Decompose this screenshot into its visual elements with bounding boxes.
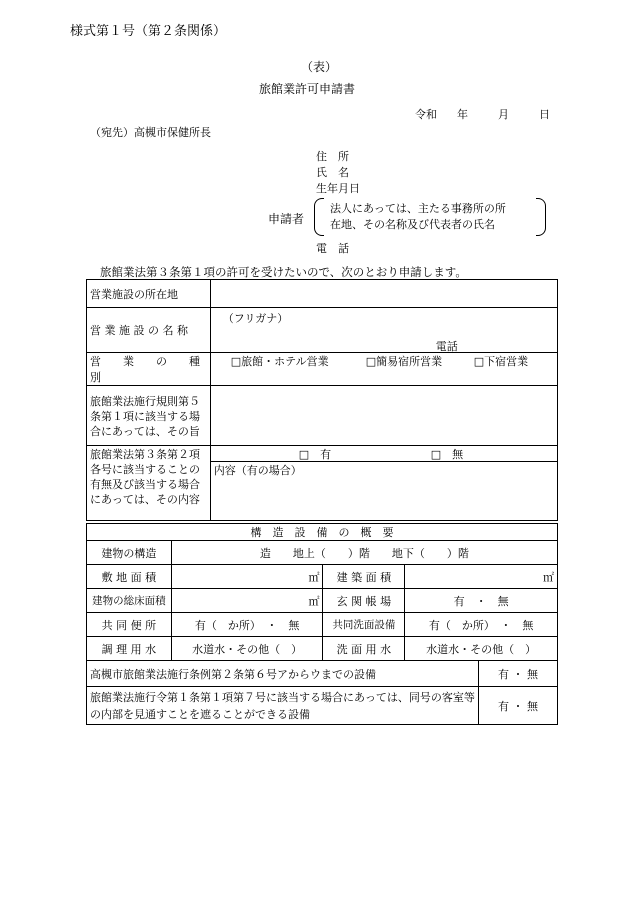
date-year: 年 (457, 108, 468, 121)
building-structure-label: 建物の構造 (87, 541, 172, 565)
building-area-field[interactable] (405, 565, 558, 589)
type-option-ryokan-hotel[interactable]: □旅館・ホテル営業 (230, 355, 329, 368)
business-type-field (210, 353, 557, 386)
shared-washroom-label: 共同洗面設備 (323, 613, 405, 637)
furigana-label: （フリガナ） (222, 312, 289, 325)
structure-table (86, 523, 558, 725)
document-title: 旅館業許可申請書 (259, 82, 356, 96)
table-row (87, 613, 558, 637)
building-area-label: 建 築 面 積 (323, 565, 405, 589)
date-month: 月 (498, 108, 509, 121)
table-row (87, 280, 558, 308)
corporate-note-line1: 法人にあっては、主たる事務所の所 (330, 202, 506, 215)
application-table (86, 279, 558, 521)
side-label: （表） (301, 60, 338, 74)
article3-label: 旅館業法第３条第２項各号に該当することの有無及び該当する場合にあっては、その内容 (87, 446, 211, 521)
washing-water-label: 洗 面 用 水 (323, 637, 405, 661)
enforcement-rule-field[interactable] (210, 386, 557, 446)
screening-equipment-label: 旅館業法施行令第１条第１項第７号に該当する場合にあっては、同号の客室等の内部を見通すことを遮ることができる設備 (87, 687, 479, 725)
ordinance-equipment-field[interactable]: 有 ・ 無 (479, 661, 558, 687)
site-area-field[interactable] (171, 565, 323, 589)
shared-toilet-label: 共 同 便 所 (87, 613, 172, 637)
facility-location-field[interactable] (210, 280, 557, 308)
article3-no-checkbox[interactable]: □ 無 (430, 448, 464, 461)
cooking-water-label: 調 理 用 水 (87, 637, 172, 661)
applicant-birth-label: 生年月日 (316, 182, 360, 195)
shared-washroom-field[interactable]: 有（ か所） ・ 無 (405, 613, 558, 637)
building-area-unit: ㎡ (543, 570, 554, 584)
table-row (87, 541, 558, 565)
business-type-label: 営 業 の 種 別 (87, 353, 211, 386)
facility-location-label: 営業施設の所在地 (87, 280, 211, 308)
article3-content-label: 内容（有の場合） (213, 464, 302, 477)
table-row (87, 446, 558, 462)
table-row (87, 687, 558, 725)
total-floor-area-unit: ㎡ (308, 594, 320, 608)
date-line (415, 106, 550, 122)
right-bracket (536, 198, 546, 236)
shared-toilet-field[interactable]: 有（ か所） ・ 無 (171, 613, 323, 637)
article3-yes-checkbox[interactable]: □ 有 (298, 448, 332, 461)
article3-content-field[interactable] (210, 462, 557, 521)
total-floor-area-label: 建物の総床面積 (87, 589, 172, 613)
addressee: （宛先）高槻市保健所長 (90, 126, 211, 139)
date-day: 日 (539, 108, 550, 121)
facility-name-field[interactable] (210, 308, 557, 353)
applicant-name-label: 氏 名 (316, 166, 349, 179)
applicant-address-label: 住 所 (316, 150, 349, 163)
entrance-desk-label: 玄 関 帳 場 (323, 589, 405, 613)
left-bracket (314, 198, 324, 236)
site-area-label: 敷 地 面 積 (87, 565, 172, 589)
table-row (87, 524, 558, 541)
site-area-unit: ㎡ (308, 570, 320, 584)
table-row (87, 637, 558, 661)
structure-header: 構 造 設 備 の 概 要 (87, 524, 558, 541)
ordinance-equipment-label: 高槻市旅館業法施行条例第２条第６号アからウまでの設備 (87, 661, 479, 687)
enforcement-rule-label: 旅館業法施行規則第５条第１項に該当する場合にあっては、その旨 (87, 386, 211, 446)
table-row (87, 565, 558, 589)
entrance-desk-field[interactable]: 有 ・ 無 (405, 589, 558, 613)
facility-name-label: 営 業 施 設 の 名 称 (87, 308, 211, 353)
date-era: 令和 (415, 108, 437, 121)
screening-equipment-field[interactable]: 有 ・ 無 (479, 687, 558, 725)
applicant-label: 申請者 (268, 212, 305, 226)
cooking-water-field[interactable]: 水道水・その他（ ） (171, 637, 323, 661)
washing-water-field[interactable]: 水道水・その他（ ） (405, 637, 558, 661)
form-number: 様式第１号（第２条関係） (70, 24, 227, 39)
type-option-boarding[interactable]: □下宿営業 (473, 355, 529, 368)
applicant-phone-label: 電 話 (316, 242, 349, 255)
table-row (87, 353, 558, 386)
table-row (87, 308, 558, 353)
table-row (87, 661, 558, 687)
facility-phone-label: 電話 (435, 340, 458, 353)
type-option-simple-lodging[interactable]: □簡易宿所営業 (365, 355, 443, 368)
intro-statement: 旅館業法第３条第１項の許可を受けたいので、次のとおり申請します。 (100, 265, 467, 279)
corporate-note-line2: 在地、その名称及び代表者の氏名 (330, 218, 495, 231)
article3-choice (210, 446, 557, 462)
building-structure-field[interactable]: 造 地上（ ）階 地下（ ）階 (171, 541, 557, 565)
table-row (87, 589, 558, 613)
total-floor-area-field[interactable] (171, 589, 323, 613)
table-row (87, 386, 558, 446)
